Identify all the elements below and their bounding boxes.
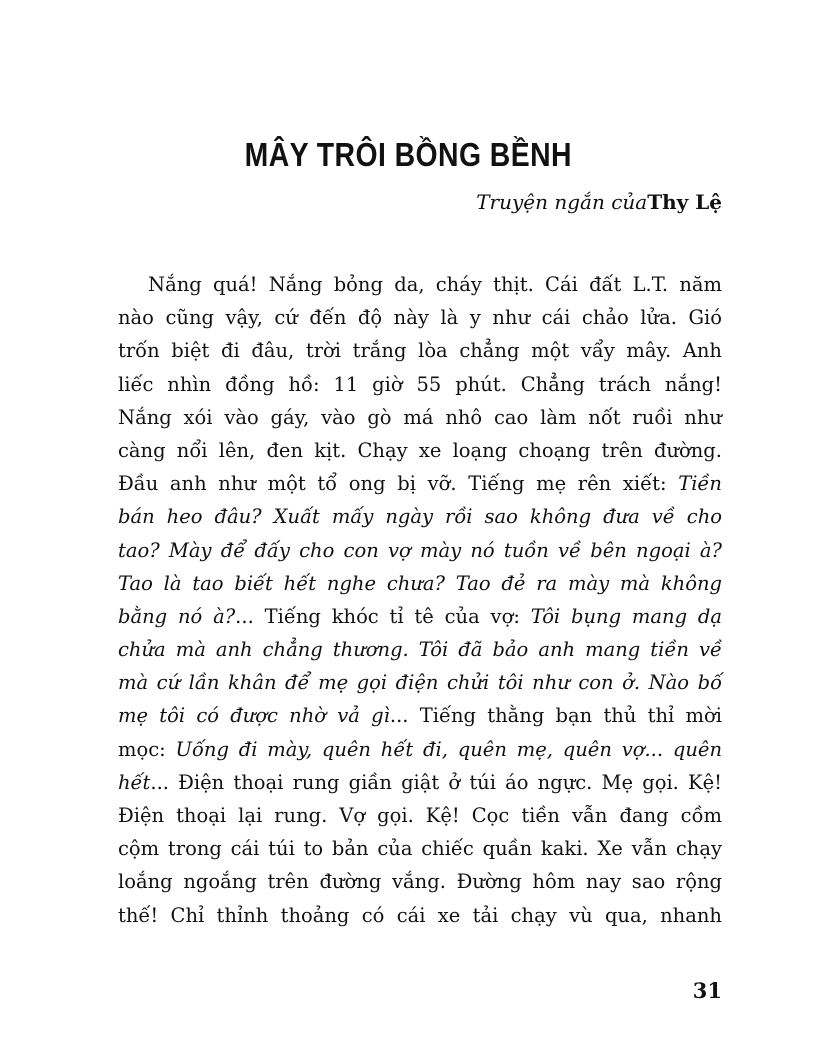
italic-text: hết <box>118 770 151 794</box>
text-line <box>118 534 722 567</box>
text-line <box>118 368 722 401</box>
text: ... Tiếng khóc tỉ tê của vợ: <box>235 604 531 628</box>
text-line <box>118 666 722 699</box>
italic-text: chửa mà anh chẳng thương. Tôi đã bảo anh mang tiền về <box>118 638 722 662</box>
text-line <box>118 832 722 865</box>
text-line <box>118 899 722 932</box>
story-title: MÂY TRÔI BỒNG BỀNH <box>244 136 572 173</box>
text-line <box>118 467 722 500</box>
text-line <box>118 600 722 633</box>
text: mọc: <box>118 737 176 761</box>
text-line <box>118 434 722 467</box>
story-byline <box>476 190 722 214</box>
text-line <box>118 733 722 766</box>
italic-text: bằng nó à? <box>118 604 236 628</box>
text: trốn biệt đi đâu, trời trắng lòa chẳng một vẩy mây. Anh <box>118 339 722 363</box>
text: thế! Chỉ thỉnh thoảng có cái xe tải chạy vù qua, nhanh <box>118 903 722 927</box>
text: Nắng xói vào gáy, vào gò má nhô cao làm nốt ruồi như <box>118 405 722 429</box>
page-number: 31 <box>692 978 722 1003</box>
text: Đầu anh như một tổ ong bị vỡ. Tiếng mẹ rên xiết: <box>118 472 679 496</box>
story-body <box>118 268 722 932</box>
italic-text: tao? Mày để đấy cho con vợ mày nó tuồn về bên ngoại à? <box>118 538 722 562</box>
text-line <box>118 334 722 367</box>
text: càng nổi lên, đen kịt. Chạy xe loạng choạng trên đường. <box>118 438 722 462</box>
italic-text: mà cứ lần khân để mẹ gọi điện chửi tôi như con ở. Nào bố <box>118 671 722 695</box>
text-line <box>118 699 722 732</box>
text-line <box>118 567 722 600</box>
text-line <box>118 799 722 832</box>
text-line <box>118 268 722 301</box>
text: Nắng quá! Nắng bỏng da, cháy thịt. Cái đất L.T. năm <box>148 273 722 296</box>
byline-prefix: Truyện ngắn của <box>476 190 648 214</box>
italic-text: mẹ tôi có được nhờ vả gì <box>118 704 390 728</box>
text-line <box>118 401 722 434</box>
text: liếc nhìn đồng hồ: 11 giờ 55 phút. Chẳng trách nắng! <box>118 372 722 396</box>
text: cộm trong cái túi to bản của chiếc quần kaki. Xe vẫn chạy <box>118 837 722 861</box>
text: ... Điện thoại rung giần giật ở túi áo ngực. Mẹ gọi. Kệ! <box>150 770 722 794</box>
italic-text: Uống đi mày, quên hết đi, quên mẹ, quên vợ... quên <box>175 737 723 761</box>
text: Điện thoại lại rung. Vợ gọi. Kệ! Cọc tiền vẫn đang cồm <box>118 804 722 827</box>
italic-text: Tiền <box>678 472 722 496</box>
text-line <box>118 633 722 666</box>
text-line <box>118 500 722 533</box>
text: ... Tiếng thằng bạn thủ thỉ mời <box>389 704 722 728</box>
text-line <box>118 865 722 898</box>
text-line <box>118 766 722 799</box>
italic-text: Tôi bụng mang dạ <box>530 604 722 628</box>
text-line <box>118 301 722 334</box>
italic-text: Tao là tao biết hết nghe chưa? Tao đẻ ra mày mà không <box>118 571 722 595</box>
text: nào cũng vậy, cứ đến độ này là y như cái chảo lửa. Gió <box>118 306 722 330</box>
text: loắng ngoắng trên đường vắng. Đường hôm nay sao rộng <box>118 870 722 894</box>
italic-text: bán heo đâu? Xuất mấy ngày rồi sao không đưa về cho <box>118 505 722 529</box>
author-name: Thy Lệ <box>647 190 722 214</box>
